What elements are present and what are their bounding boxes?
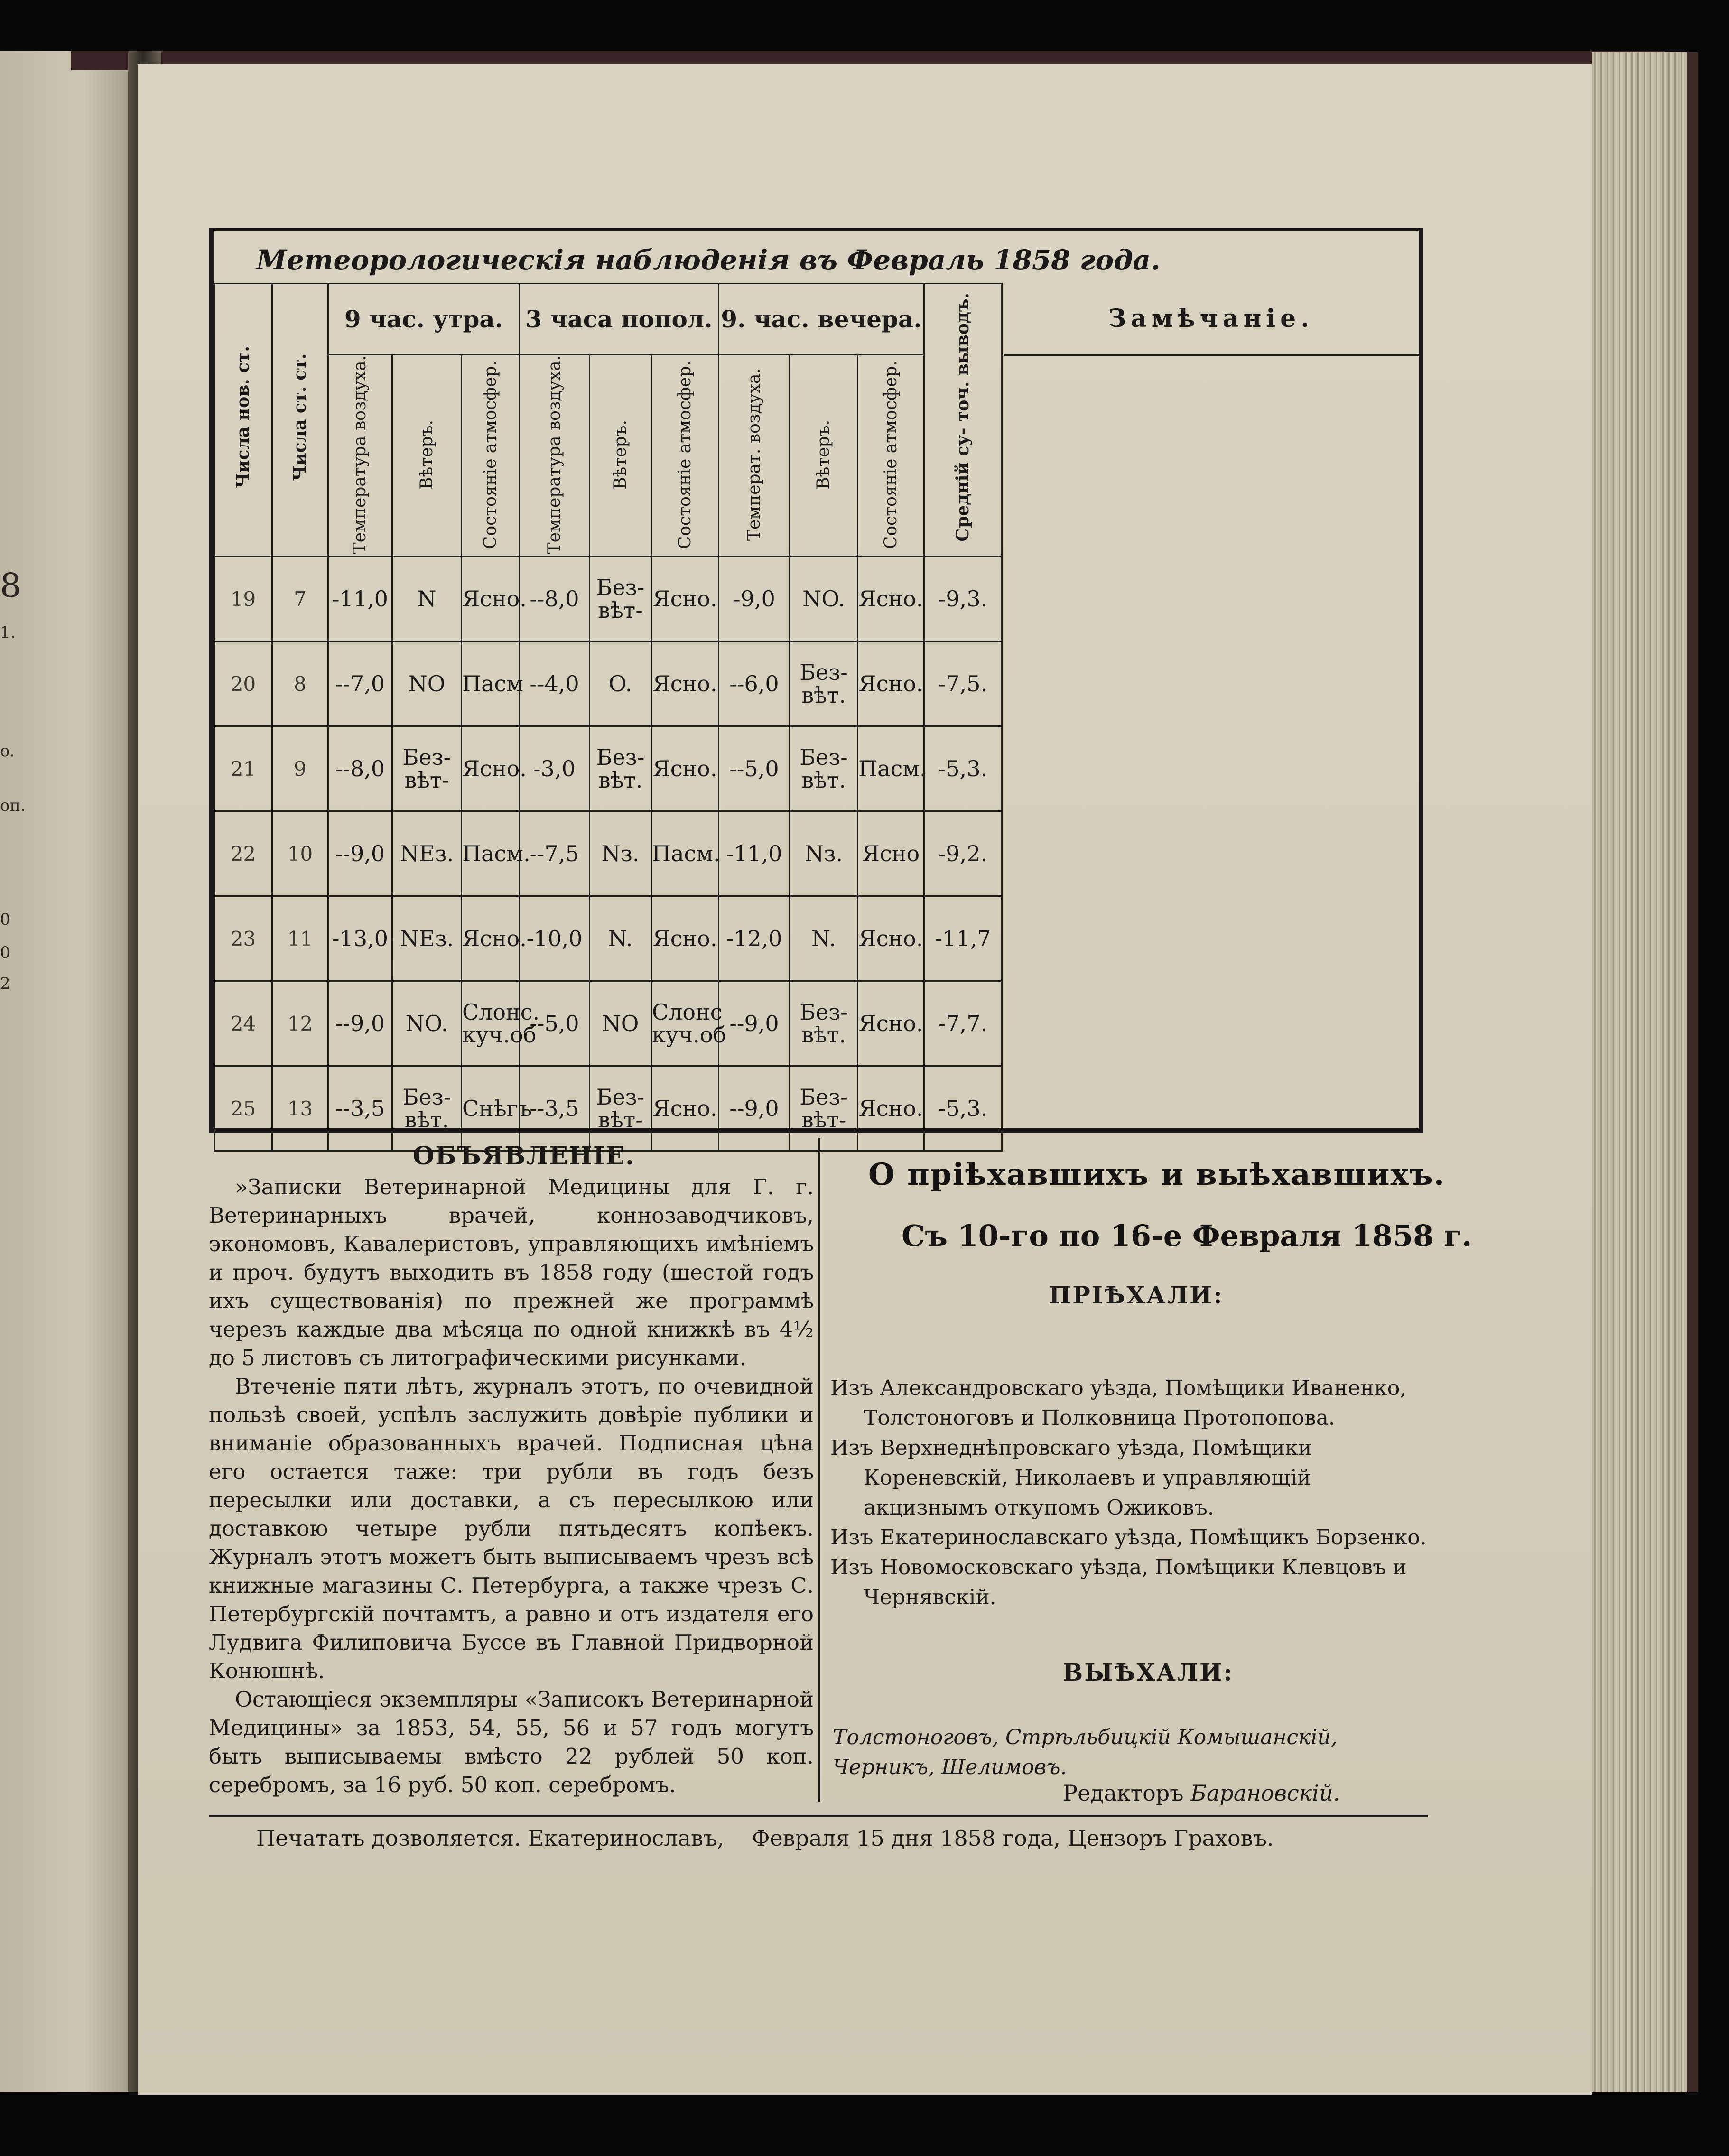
cell-temp: --5,0: [520, 981, 590, 1066]
remark-column-heading: Замѣчаніе.: [1004, 283, 1419, 356]
col-old-date-head: Числа ст. ст.: [272, 284, 328, 557]
arrived-entry: Изъ Новомосковскаго уѣзда, Помѣщики Клевцовъ и Чернявскій.: [830, 1555, 1407, 1609]
cell-state: Слонс. куч.об: [462, 981, 520, 1066]
cell-wind: NO: [392, 641, 462, 726]
table-row: [214, 981, 1002, 1066]
meteo-header-sub-row: [214, 355, 1002, 557]
editor-name: Барановскій.: [1190, 1780, 1340, 1806]
cell-state: Ясно.: [462, 896, 520, 981]
cell-wind: Nз.: [790, 811, 858, 896]
cell-mean: -9,3.: [924, 557, 1002, 641]
cell-temp: -3,0: [520, 726, 590, 811]
prev-page-fragment: 1.: [0, 623, 16, 642]
cell-state: Ясно.: [858, 896, 924, 981]
arrived-entry: Изъ Александровскаго уѣзда, Помѣщики Иваненко, Толстоноговъ и Полковница Протопопова.: [830, 1376, 1407, 1430]
cell-temp: --5,0: [719, 726, 790, 811]
cell-temp: --3,5: [328, 1066, 392, 1151]
travelers-period: Съ 10-го по 16-е Февраля 1858 г.: [902, 1218, 1472, 1253]
arrived-list: [830, 1373, 1428, 1612]
col-temp-head: Температ. воздуха.: [719, 355, 790, 557]
cell-temp: -10,0: [520, 896, 590, 981]
cell-wind: Без- вѣт-: [790, 1066, 858, 1151]
meteo-header-group-row: [214, 284, 1002, 355]
cell-state: Ясно.: [651, 726, 719, 811]
cell-new-date: 23: [214, 896, 272, 981]
prev-page-fragment: o.: [0, 742, 15, 761]
cell-state: Ясно.: [858, 981, 924, 1066]
group-evening: 9. час. вечера.: [719, 284, 924, 355]
cell-mean: -7,7.: [924, 981, 1002, 1066]
cell-old-date: 11: [272, 896, 328, 981]
cell-wind: NEз.: [392, 811, 462, 896]
cell-old-date: 10: [272, 811, 328, 896]
cell-wind: NO.: [392, 981, 462, 1066]
cell-new-date: 24: [214, 981, 272, 1066]
cell-wind: Без- вѣт.: [590, 726, 651, 811]
cell-state: Ясно.: [858, 641, 924, 726]
table-row: [214, 641, 1002, 726]
table-row: [214, 1066, 1002, 1151]
prev-page-fragment: 2: [0, 974, 10, 993]
cell-wind: O.: [590, 641, 651, 726]
editor-signature: [1063, 1780, 1340, 1806]
cell-wind: Nз.: [590, 811, 651, 896]
prev-page-fragment: 0: [0, 943, 10, 962]
col-temp-head: Температура воздуха.: [520, 355, 590, 557]
cell-old-date: 7: [272, 557, 328, 641]
table-row: [214, 557, 1002, 641]
cell-state: Ясно.: [651, 1066, 719, 1151]
cell-state: Ясно.: [858, 557, 924, 641]
cell-old-date: 12: [272, 981, 328, 1066]
announcement-title: ОБЪЯВЛЕНІЕ.: [413, 1142, 635, 1171]
cell-new-date: 19: [214, 557, 272, 641]
cell-wind: Без- вѣт.: [392, 1066, 462, 1151]
table-row: [214, 811, 1002, 896]
cell-mean: -11,7: [924, 896, 1002, 981]
cell-mean: -5,3.: [924, 1066, 1002, 1151]
cell-temp: --7,5: [520, 811, 590, 896]
cell-wind: Без- вѣт.: [790, 981, 858, 1066]
travelers-title: О пріѣхавшихъ и выѣхавшихъ.: [868, 1157, 1446, 1192]
meteo-table: [214, 283, 1003, 1152]
meteo-table-frame: [209, 228, 1423, 1133]
cell-temp: -11,0: [719, 811, 790, 896]
cell-wind: N: [392, 557, 462, 641]
cell-state: Пасм.: [462, 811, 520, 896]
cell-temp: --6,0: [719, 641, 790, 726]
cell-wind: N.: [790, 896, 858, 981]
cell-new-date: 22: [214, 811, 272, 896]
col-state-head: Состояніе атмосфер.: [651, 355, 719, 557]
cell-old-date: 8: [272, 641, 328, 726]
col-temp-head: Температура воздуха.: [328, 355, 392, 557]
cell-wind: NEз.: [392, 896, 462, 981]
cell-wind: N.: [590, 896, 651, 981]
cell-temp: --3,5: [520, 1066, 590, 1151]
page-fore-edge: [1592, 52, 1698, 2092]
col-state-head: Состояніе атмосфер.: [858, 355, 924, 557]
announcement-paragraph: »Записки Ветеринарной Медицины для Г. г. Ветеринарныхъ врачей, коннозаводчиковъ, экономовъ, Кавалеристовъ, управляющихъ имѣніемъ и проч. будутъ выходить въ 1858 году (шестой годъ ихъ существованія) по прежней же программѣ черезъ каждые два мѣсяца по одной книжкѣ въ 4½ до 5 листовъ съ литографическими рисунками.: [209, 1174, 814, 1370]
cell-temp: --9,0: [328, 811, 392, 896]
group-afternoon: 3 часа попол.: [520, 284, 719, 355]
table-row: [214, 726, 1002, 811]
cell-state: Слонс куч.об: [651, 981, 719, 1066]
cell-temp: --7,0: [328, 641, 392, 726]
cell-wind: Без- вѣт.: [790, 726, 858, 811]
announcement-paragraph: Втеченіе пяти лѣтъ, журналъ этотъ, по очевидной пользѣ своей, успѣлъ заслужить довѣріе публики и вниманіе образованныхъ врачей. Подписная цѣна его остается таже: три рубли въ годъ безъ пересылки или доставки, а съ пересылкою или доставкою четыре рубли пятьдесятъ копѣекъ. Журналъ этотъ можетъ быть выписываемъ чрезъ всѣ книжные магазины С. Петербурга, а также чрезъ С. Петербургскій почтамтъ, а равно и отъ издателя его Лудвига Филиповича Буссе въ Главной Придворной Конюшнѣ.: [209, 1374, 814, 1683]
cell-temp: -9,0: [719, 557, 790, 641]
editor-label: Редакторъ: [1063, 1780, 1184, 1806]
footer-rule: [209, 1815, 1428, 1817]
cell-state: Ясно.: [462, 557, 520, 641]
cell-temp: --9,0: [328, 981, 392, 1066]
cell-temp: --4,0: [520, 641, 590, 726]
censor-footer: Печатать дозволяется. Екатеринославъ, Февраля 15 дня 1858 года, Цензоръ Граховъ.: [256, 1825, 1274, 1851]
col-state-head: Состояніе атмосфер.: [462, 355, 520, 557]
cell-temp: --9,0: [719, 981, 790, 1066]
cell-temp: -13,0: [328, 896, 392, 981]
group-morning: 9 час. утра.: [328, 284, 520, 355]
cell-mean: -9,2.: [924, 811, 1002, 896]
col-new-date-head: Числа нов. ст.: [214, 284, 272, 557]
arrived-entry: Изъ Верхнеднѣпровскаго уѣзда, Помѣщики Кореневскій, Николаевъ и управляющій акцизнымъ откупомъ Ожиковъ.: [830, 1436, 1312, 1520]
cell-wind: NO.: [790, 557, 858, 641]
table-row: [214, 896, 1002, 981]
col-wind-head: Вѣтеръ.: [392, 355, 462, 557]
prev-page-fragment: 8: [0, 566, 21, 605]
departed-heading: ВЫѢХАЛИ:: [1063, 1658, 1234, 1686]
cell-wind: Без- вѣт-: [590, 1066, 651, 1151]
cell-mean: -5,3.: [924, 726, 1002, 811]
announcement-paragraph: Остающіеся экземпляры «Записокъ Ветеринарной Медицины» за 1853, 54, 55, 56 и 57 годъ могутъ быть выписываемы вмѣсто 22 рублей 50 коп. серебромъ, за 16 руб. 50 коп. серебромъ.: [209, 1687, 814, 1797]
col-wind-head: Вѣтеръ.: [790, 355, 858, 557]
cell-state: Ясно.: [651, 641, 719, 726]
cell-state: Пасм: [462, 641, 520, 726]
cell-wind: Без- вѣт-: [392, 726, 462, 811]
cell-wind: Без- вѣт-: [590, 557, 651, 641]
cell-temp: -11,0: [328, 557, 392, 641]
arrived-entry: Изъ Екатеринославскаго уѣзда, Помѣщикъ Борзенко.: [830, 1525, 1427, 1550]
cell-new-date: 21: [214, 726, 272, 811]
meteo-table-title: Метеорологическія наблюденія въ Февраль 1858 года.: [256, 244, 1161, 276]
col-wind-head: Вѣтеръ.: [590, 355, 651, 557]
col-mean-head: Средній су- точ. выводъ.: [924, 284, 1002, 557]
prev-page-fragment: оп.: [0, 796, 26, 815]
cell-temp: --8,0: [520, 557, 590, 641]
cell-old-date: 13: [272, 1066, 328, 1151]
cell-old-date: 9: [272, 726, 328, 811]
cell-state: Ясно.: [651, 896, 719, 981]
cell-mean: -7,5.: [924, 641, 1002, 726]
prev-page-fragment: 0: [0, 910, 10, 929]
column-divider: [818, 1138, 820, 1802]
announcement-body: [209, 1173, 814, 1799]
cell-state: Ясно: [858, 811, 924, 896]
cell-new-date: 20: [214, 641, 272, 726]
cell-state: Ясно.: [651, 557, 719, 641]
cell-state: Ясно.: [462, 726, 520, 811]
cell-wind: NO: [590, 981, 651, 1066]
cell-new-date: 25: [214, 1066, 272, 1151]
arrived-heading: ПРІѢХАЛИ:: [1049, 1281, 1224, 1309]
cell-state: Снѣгъ: [462, 1066, 520, 1151]
departed-list: Толстоноговъ, Стрѣльбицкій Комышанскій, Черникъ, Шелимовъ.: [833, 1725, 1338, 1779]
cell-temp: --9,0: [719, 1066, 790, 1151]
cell-state: Ясно.: [858, 1066, 924, 1151]
cell-state: Пасм.: [651, 811, 719, 896]
cell-temp: -12,0: [719, 896, 790, 981]
cell-temp: --8,0: [328, 726, 392, 811]
previous-page-edge: [0, 51, 139, 2092]
cell-state: Пасм.: [858, 726, 924, 811]
cell-wind: Без- вѣт.: [790, 641, 858, 726]
